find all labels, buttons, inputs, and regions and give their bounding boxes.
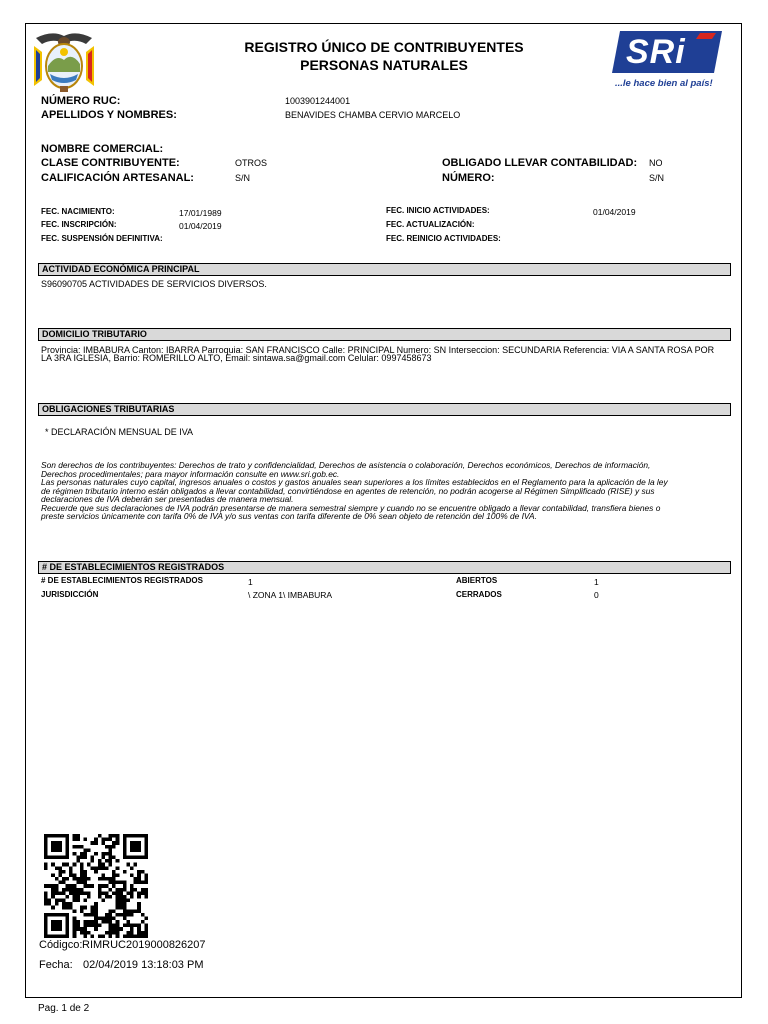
- domicilio-line2: LA 3RA IGLESIA, Barrio: ROMERILLO ALTO, Email: sintawa.sa@gmail.com Celular: 0997458673: [41, 353, 432, 363]
- legal-line: Derechos procedimentales; para mayor información consulte en www.sri.gob.ec.: [41, 468, 340, 479]
- fec-nacimiento-value: 17/01/1989: [179, 208, 222, 218]
- actividad-text: S96090705 ACTIVIDADES DE SERVICIOS DIVERSOS.: [41, 279, 267, 289]
- cerrados-value: 0: [594, 590, 599, 600]
- numero-value: S/N: [649, 173, 665, 183]
- names-label: APELLIDOS Y NOMBRES:: [41, 109, 177, 121]
- names-value: BENAVIDES CHAMBA CERVIO MARCELO: [285, 110, 461, 120]
- ruc-label: NÚMERO RUC:: [41, 95, 121, 107]
- fec-inicio-value: 01/04/2019: [593, 207, 636, 217]
- domicilio-line1: Provincia: IMBABURA Canton: IBARRA Parroquia: SAN FRANCISCO Calle: PRINCIPAL Numero: SN Interseccion: SECUNDARIA Referencia: VIA A SANTA ROSA POR: [41, 345, 715, 355]
- legal-line: declaraciones de IVA deberán ser presentadas de manera mensual.: [41, 494, 294, 504]
- jurisdiccion-value: \ ZONA 1\ IMBABURA: [248, 590, 333, 600]
- fecha-label: Fecha:: [39, 959, 73, 971]
- jurisdiccion-label: JURISDICCIÓN: [41, 590, 99, 599]
- obligado-contabilidad-label: OBLIGADO LLEVAR CONTABILIDAD:: [442, 157, 638, 169]
- codigo-value: RIMRUC2019000826207: [82, 939, 206, 951]
- qr-code-icon: [44, 834, 148, 938]
- legal-notice: [41, 461, 731, 521]
- fec-actualizacion-label: FEC. ACTUALIZACIÓN:: [386, 220, 475, 229]
- fec-nacimiento-label: FEC. NACIMIENTO:: [41, 207, 115, 216]
- fecha-value: 02/04/2019 13:18:03 PM: [83, 959, 204, 971]
- numero-label: NÚMERO:: [442, 172, 495, 184]
- fec-reinicio-label: FEC. REINICIO ACTIVIDADES:: [386, 234, 501, 243]
- domicilio-header: DOMICILIO TRIBUTARIO: [38, 328, 731, 341]
- legal-line: de régimen tributario interno están obligados a llevar contabilidad, convirtiéndose en agentes de retención, no podrán acogerse al Régimen Simplificado (RISE) y sus: [41, 485, 655, 496]
- legal-line: Recuerde que sus declaraciones de IVA podrán presentarse de manera semestral siempre y cuando no se encuentre obligado a llevar contabilidad, transfiera bienes o: [41, 502, 661, 513]
- establecimientos-registrados-value: 1: [248, 577, 253, 587]
- obligado-contabilidad-value: NO: [649, 158, 663, 168]
- obligaciones-header: OBLIGACIONES TRIBUTARIAS: [38, 403, 731, 416]
- document-title: REGISTRO ÚNICO DE CONTRIBUYENTES: [244, 39, 524, 55]
- fec-suspension-label: FEC. SUSPENSIÓN DEFINITIVA:: [41, 234, 163, 243]
- clase-contribuyente-value: OTROS: [235, 158, 268, 168]
- clase-contribuyente-label: CLASE CONTRIBUYENTE:: [41, 157, 180, 169]
- abiertos-value: 1: [594, 577, 599, 587]
- abiertos-label: ABIERTOS: [456, 576, 498, 585]
- codigo-label: Códigco:: [39, 939, 83, 951]
- legal-line: preste servicios únicamente con tarifa 0% de IVA y/o sus ventas con tarifa diferente de 0% sean objeto de retención del 100% de IVA.: [41, 511, 537, 521]
- nombre-comercial-label: NOMBRE COMERCIAL:: [41, 143, 164, 155]
- ruc-value: 1003901244001: [285, 96, 351, 106]
- sri-logo: [612, 27, 724, 93]
- fec-inscripcion-label: FEC. INSCRIPCIÓN:: [41, 220, 117, 229]
- fec-inicio-label: FEC. INICIO ACTIVIDADES:: [386, 206, 490, 215]
- actividad-header: ACTIVIDAD ECONÓMICA PRINCIPAL: [38, 263, 731, 276]
- page-number: Pag. 1 de 2: [38, 1003, 90, 1014]
- calificacion-artesanal-label: CALIFICACIÓN ARTESANAL:: [41, 172, 194, 184]
- sri-slogan: ...le hace bien al país!: [615, 78, 713, 89]
- establecimientos-registrados-label: # DE ESTABLECIMIENTOS REGISTRADOS: [41, 576, 203, 585]
- obligacion-item: * DECLARACIÓN MENSUAL DE IVA: [45, 427, 194, 437]
- cerrados-label: CERRADOS: [456, 590, 502, 599]
- legal-line: Son derechos de los contribuyentes: Derechos de trato y confidencialidad, Derechos de asistencia o colaboración, Derechos económicos, Derechos de información,: [41, 460, 651, 470]
- legal-line: Las personas naturales cuyo capital, ingresos anuales o costos y gastos anuales sean superiores a los límites establecidos en el Reglamento para la aplicación de la ley: [41, 477, 668, 487]
- calificacion-artesanal-value: S/N: [235, 173, 251, 183]
- document-subtitle: PERSONAS NATURALES: [300, 57, 468, 73]
- fec-inscripcion-value: 01/04/2019: [179, 221, 222, 231]
- sri-logo-text: SRi: [626, 33, 686, 71]
- establecimientos-header: # DE ESTABLECIMIENTOS REGISTRADOS: [38, 561, 731, 574]
